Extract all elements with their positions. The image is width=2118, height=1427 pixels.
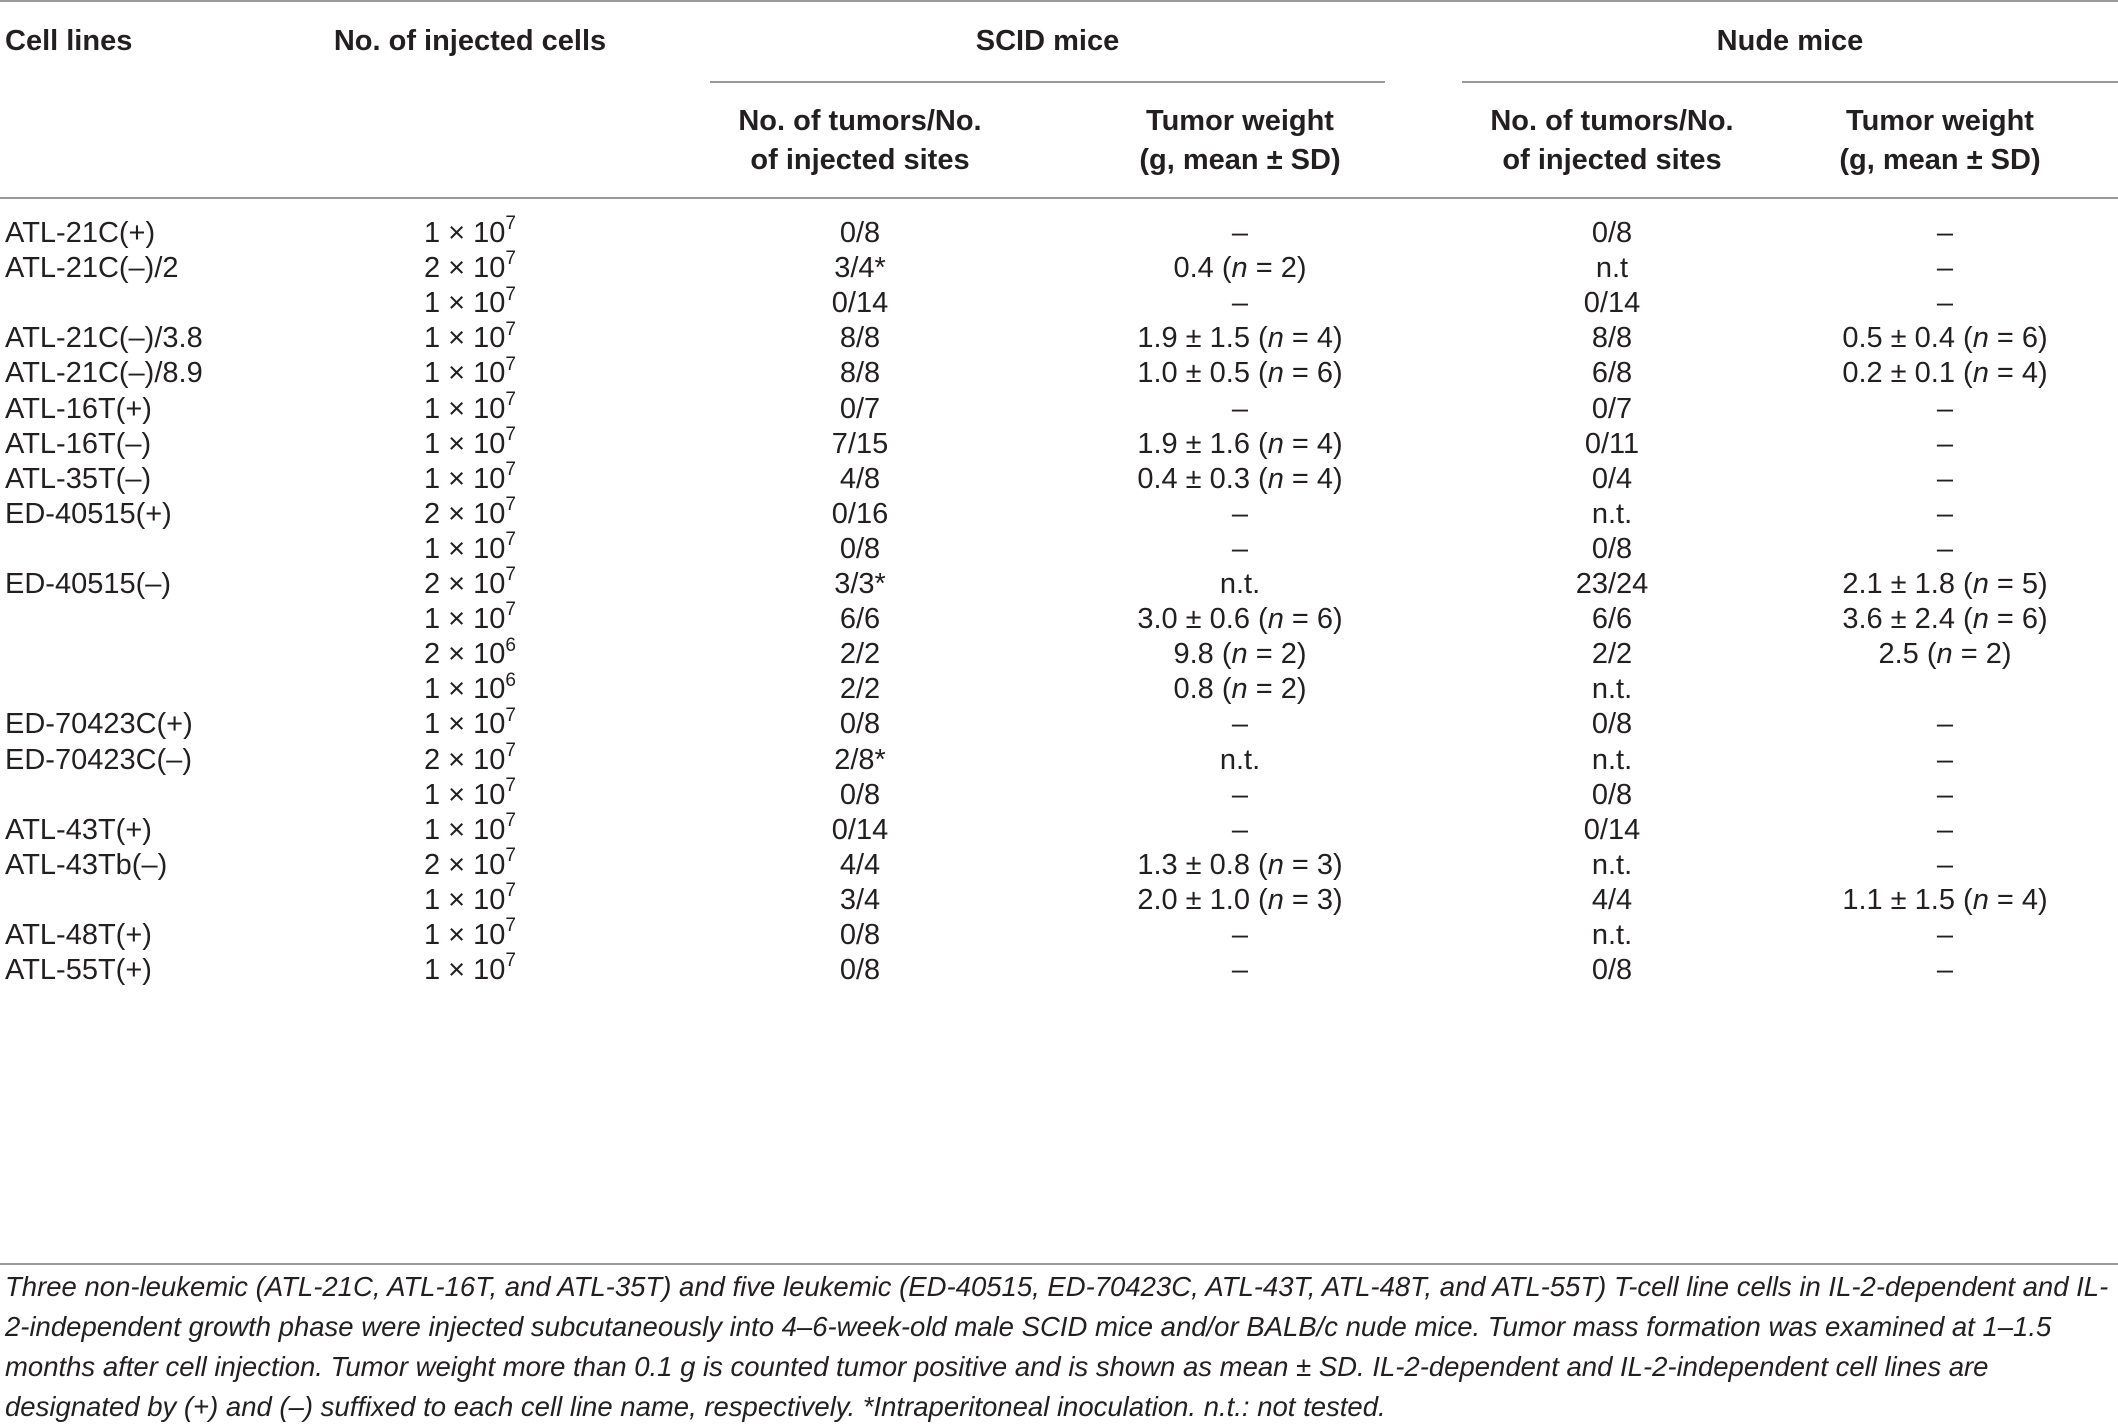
nude-weight-value: – — [1936, 287, 1954, 320]
injected-cells-value: $1 \times 10^7$ — [423, 810, 516, 846]
injected-cells-value: $1 \times 10^6$ — [423, 669, 516, 706]
injected-cells-value: $1 \times 10^7$ — [423, 529, 516, 565]
cell-line-name: ATL-43T(+) — [5, 813, 152, 846]
scid-weight-value: n.t. — [1219, 568, 1261, 600]
header-cell-lines: Cell lines — [5, 25, 133, 57]
nude-tumors-value: 0/11 — [1584, 427, 1640, 460]
nude-weight-value: 0.2 ± 0.1 (n = 4) — [1842, 357, 2048, 390]
scid-weight-value: 9.8 (n = 2) — [1173, 638, 1307, 671]
nude-weight-value: 2.1 ± 1.8 (n = 5) — [1842, 568, 2048, 600]
header-scid-tumors: No. of tumors/No. of injected sites — [738, 105, 982, 176]
cell-line-name: ATL-16T(+) — [5, 392, 152, 425]
nude-weight-value: – — [1936, 708, 1954, 741]
header-scid-weight: Tumor weight (g, mean ± SD) — [1139, 105, 1341, 176]
cell-line-name: ATL-21C(–)/3.8 — [5, 322, 203, 355]
scid-tumors-value: 0/8 — [839, 919, 881, 951]
header-bottom-rule — [0, 197, 2118, 199]
scid-weight-value: – — [1231, 392, 1249, 425]
injected-cells-value: $1 \times 10^7$ — [423, 599, 516, 636]
nude-tumors-value: 0/4 — [1591, 462, 1633, 495]
nude-weight-value: – — [1936, 848, 1954, 881]
nude-weight-value: 2.5 (n = 2) — [1878, 638, 2012, 671]
cell-line-name: ATL-21C(–)/8.9 — [5, 357, 203, 390]
nude-tumors-value: 6/8 — [1591, 357, 1633, 390]
nude-tumors-value: n.t. — [1591, 919, 1633, 951]
nude-weight-value: – — [1936, 919, 1954, 951]
nude-weight-value: – — [1936, 462, 1954, 495]
scid-tumors-value: 0/16 — [831, 497, 889, 530]
nude-group-rule — [1462, 81, 2118, 83]
scid-weight-value: – — [1231, 778, 1249, 811]
cell-line-name: ED-40515(+) — [5, 497, 172, 530]
nude-weight-value: – — [1936, 813, 1954, 846]
nude-tumors-value: 0/14 — [1583, 287, 1641, 320]
nude-weight-value: 3.6 ± 2.4 (n = 6) — [1842, 603, 2048, 636]
nude-tumors-value: 0/14 — [1583, 813, 1641, 846]
scid-tumors-value: 0/8 — [839, 708, 881, 741]
nude-weight-value: – — [1936, 392, 1954, 425]
nude-weight-value: – — [1936, 217, 1954, 249]
cell-line-name: ATL-55T(+) — [5, 954, 152, 987]
injected-cells-value: $1 \times 10^7$ — [423, 774, 516, 811]
scid-weight-value: 0.8 (n = 2) — [1173, 673, 1307, 706]
nude-tumors-value: 23/24 — [1575, 568, 1649, 600]
injected-cells-value: $1 \times 10^7$ — [423, 704, 516, 741]
cell-line-name: ATL-35T(–) — [5, 462, 152, 495]
injected-cells-value: $1 \times 10^7$ — [423, 915, 516, 951]
injected-cells-value: $1 \times 10^7$ — [423, 880, 516, 916]
scid-tumors-value: 2/2 — [839, 638, 881, 671]
scid-weight-value: 1.9 ± 1.5 (n = 4) — [1137, 322, 1343, 355]
scid-weight-value: – — [1231, 287, 1249, 320]
injected-cells-value: $2 \times 10^7$ — [423, 564, 516, 600]
nude-tumors-value: 0/7 — [1591, 392, 1633, 425]
injected-cells-value: $1 \times 10^7$ — [423, 388, 516, 425]
injected-cells-value: $1 \times 10^7$ — [423, 950, 516, 987]
scid-weight-value: 2.0 ± 1.0 (n = 3) — [1137, 883, 1343, 916]
scid-weight-value: 0.4 ± 0.3 (n = 4) — [1137, 462, 1343, 495]
injected-cells-value: $2 \times 10^6$ — [423, 634, 516, 671]
top-rule — [0, 0, 2118, 2]
nude-weight-value: – — [1936, 252, 1954, 285]
nude-tumors-value: 0/8 — [1591, 532, 1633, 565]
cell-line-name: ED-70423C(–) — [5, 743, 192, 776]
nude-tumors-value: 8/8 — [1591, 322, 1633, 355]
header-nude-weight: Tumor weight (g, mean ± SD) — [1839, 105, 2041, 176]
cell-line-name: ATL-21C(+) — [5, 217, 156, 249]
cell-line-name: ATL-21C(–)/2 — [5, 252, 179, 285]
scid-tumors-value: 0/7 — [839, 392, 881, 425]
cell-line-name: ATL-43Tb(–) — [5, 848, 168, 881]
cell-line-name: ATL-16T(–) — [5, 427, 152, 460]
nude-tumors-value: n.t — [1595, 252, 1629, 285]
nude-tumors-value: 0/8 — [1591, 217, 1633, 249]
nude-tumors-value: 0/8 — [1591, 778, 1633, 811]
scid-weight-value: – — [1231, 217, 1249, 249]
scid-weight-value: 0.4 (n = 2) — [1173, 252, 1307, 285]
injected-cells-value: $2 \times 10^7$ — [423, 248, 516, 285]
nude-weight-value: 1.1 ± 1.5 (n = 4) — [1842, 883, 2048, 916]
scid-tumors-value: 0/14 — [831, 813, 889, 846]
injected-cells-value: $1 \times 10^7$ — [423, 353, 516, 390]
scid-tumors-value: 8/8 — [839, 357, 881, 390]
scid-weight-value: 1.0 ± 0.5 (n = 6) — [1137, 357, 1343, 390]
nude-weight-value: – — [1936, 497, 1954, 530]
scid-weight-value: – — [1231, 497, 1249, 530]
scid-weight-value: 1.9 ± 1.6 (n = 4) — [1137, 427, 1343, 460]
scid-tumors-value: 2/2 — [839, 673, 881, 706]
scid-tumors-value: 7/15 — [831, 427, 889, 460]
header-injected-cells: No. of injected cells — [333, 25, 607, 57]
scid-tumors-value: 3/4 — [839, 883, 881, 916]
injected-cells-value: $1 \times 10^7$ — [423, 459, 516, 495]
nude-tumors-value: n.t. — [1591, 848, 1633, 881]
injected-cells-value: $2 \times 10^7$ — [423, 494, 516, 530]
nude-weight-value: – — [1936, 954, 1954, 987]
nude-weight-value: – — [1936, 778, 1954, 811]
scid-tumors-value: 0/8 — [839, 217, 881, 249]
nude-tumors-value: 6/6 — [1591, 603, 1633, 636]
scid-weight-value: – — [1231, 813, 1249, 846]
nude-weight-value: – — [1936, 743, 1954, 776]
scid-weight-value: 1.3 ± 0.8 (n = 3) — [1137, 848, 1343, 881]
scid-tumors-value: 8/8 — [839, 322, 881, 355]
scid-tumors-value: 6/6 — [839, 603, 881, 636]
injected-cells-value: $1 \times 10^7$ — [423, 318, 516, 355]
injected-cells-value: $2 \times 10^7$ — [423, 739, 516, 776]
scid-tumors-value: 2/8* — [834, 743, 886, 776]
scid-tumors-value: 3/3* — [834, 568, 886, 600]
scid-weight-value: – — [1231, 708, 1249, 741]
scid-tumors-value: 0/8 — [839, 532, 881, 565]
scid-weight-value: – — [1231, 919, 1249, 951]
scid-tumors-value: 0/8 — [839, 954, 881, 987]
header-nude-mice: Nude mice — [1716, 25, 1864, 57]
injected-cells-value: $2 \times 10^7$ — [423, 845, 516, 881]
scid-weight-value: – — [1231, 532, 1249, 565]
nude-tumors-value: n.t. — [1591, 497, 1633, 530]
nude-weight-value: – — [1936, 427, 1954, 460]
table-bottom-rule — [0, 1263, 2118, 1265]
nude-tumors-value: 0/8 — [1591, 954, 1633, 987]
scid-tumors-value: 3/4* — [834, 252, 886, 285]
injected-cells-value: $1 \times 10^7$ — [423, 423, 516, 460]
scid-weight-value: n.t. — [1219, 743, 1261, 776]
cell-line-name: ED-40515(–) — [5, 568, 172, 600]
header-nude-tumors: No. of tumors/No. of injected sites — [1490, 105, 1734, 176]
scid-tumors-value: 0/8 — [839, 778, 881, 811]
cell-line-name: ATL-48T(+) — [5, 919, 152, 951]
nude-tumors-value: 2/2 — [1591, 638, 1633, 671]
cell-line-name: ED-70423C(+) — [5, 708, 193, 741]
scid-tumors-value: 4/4 — [839, 848, 881, 881]
table-footnote: Three non-leukemic (ATL-21C, ATL-16T, and ATL-35T) and five leukemic (ED-40515, ED-70423C, ATL-43T, ATL-48T, and ATL-55T) T-cell line cells in IL-2-dependent and IL-2-independent growth phase were injected subcutaneously into 4–6-week-old male SCID mice and/or BALB/c nude mice. Tumor mass formation was examined at 1–1.5 months after cell injection. Tumor weight more than 0.1 g is counted tumor positive and is shown as mean ± SD. IL-2-dependent and IL-2-independent cell lines are designated by (+) and (–) suffixed to each cell line name, respectively. *Intraperitoneal inoculation. n.t.: not tested. — [5, 1271, 2109, 1422]
injected-cells-value: $1 \times 10^7$ — [423, 283, 516, 320]
header-scid-mice: SCID mice — [975, 25, 1120, 57]
nude-tumors-value: 4/4 — [1591, 883, 1633, 916]
scid-weight-value: – — [1231, 954, 1249, 987]
scid-weight-value: 3.0 ± 0.6 (n = 6) — [1137, 603, 1343, 636]
scid-tumors-value: 0/14 — [831, 287, 889, 320]
nude-weight-value: – — [1936, 532, 1954, 565]
nude-tumors-value: n.t. — [1591, 673, 1633, 706]
scid-tumors-value: 4/8 — [839, 462, 881, 495]
nude-tumors-value: 0/8 — [1591, 708, 1633, 741]
nude-tumors-value: n.t. — [1591, 743, 1633, 776]
injected-cells-value: $1 \times 10^7$ — [423, 213, 516, 249]
scid-group-rule — [710, 81, 1385, 83]
nude-weight-value: 0.5 ± 0.4 (n = 6) — [1842, 322, 2048, 355]
